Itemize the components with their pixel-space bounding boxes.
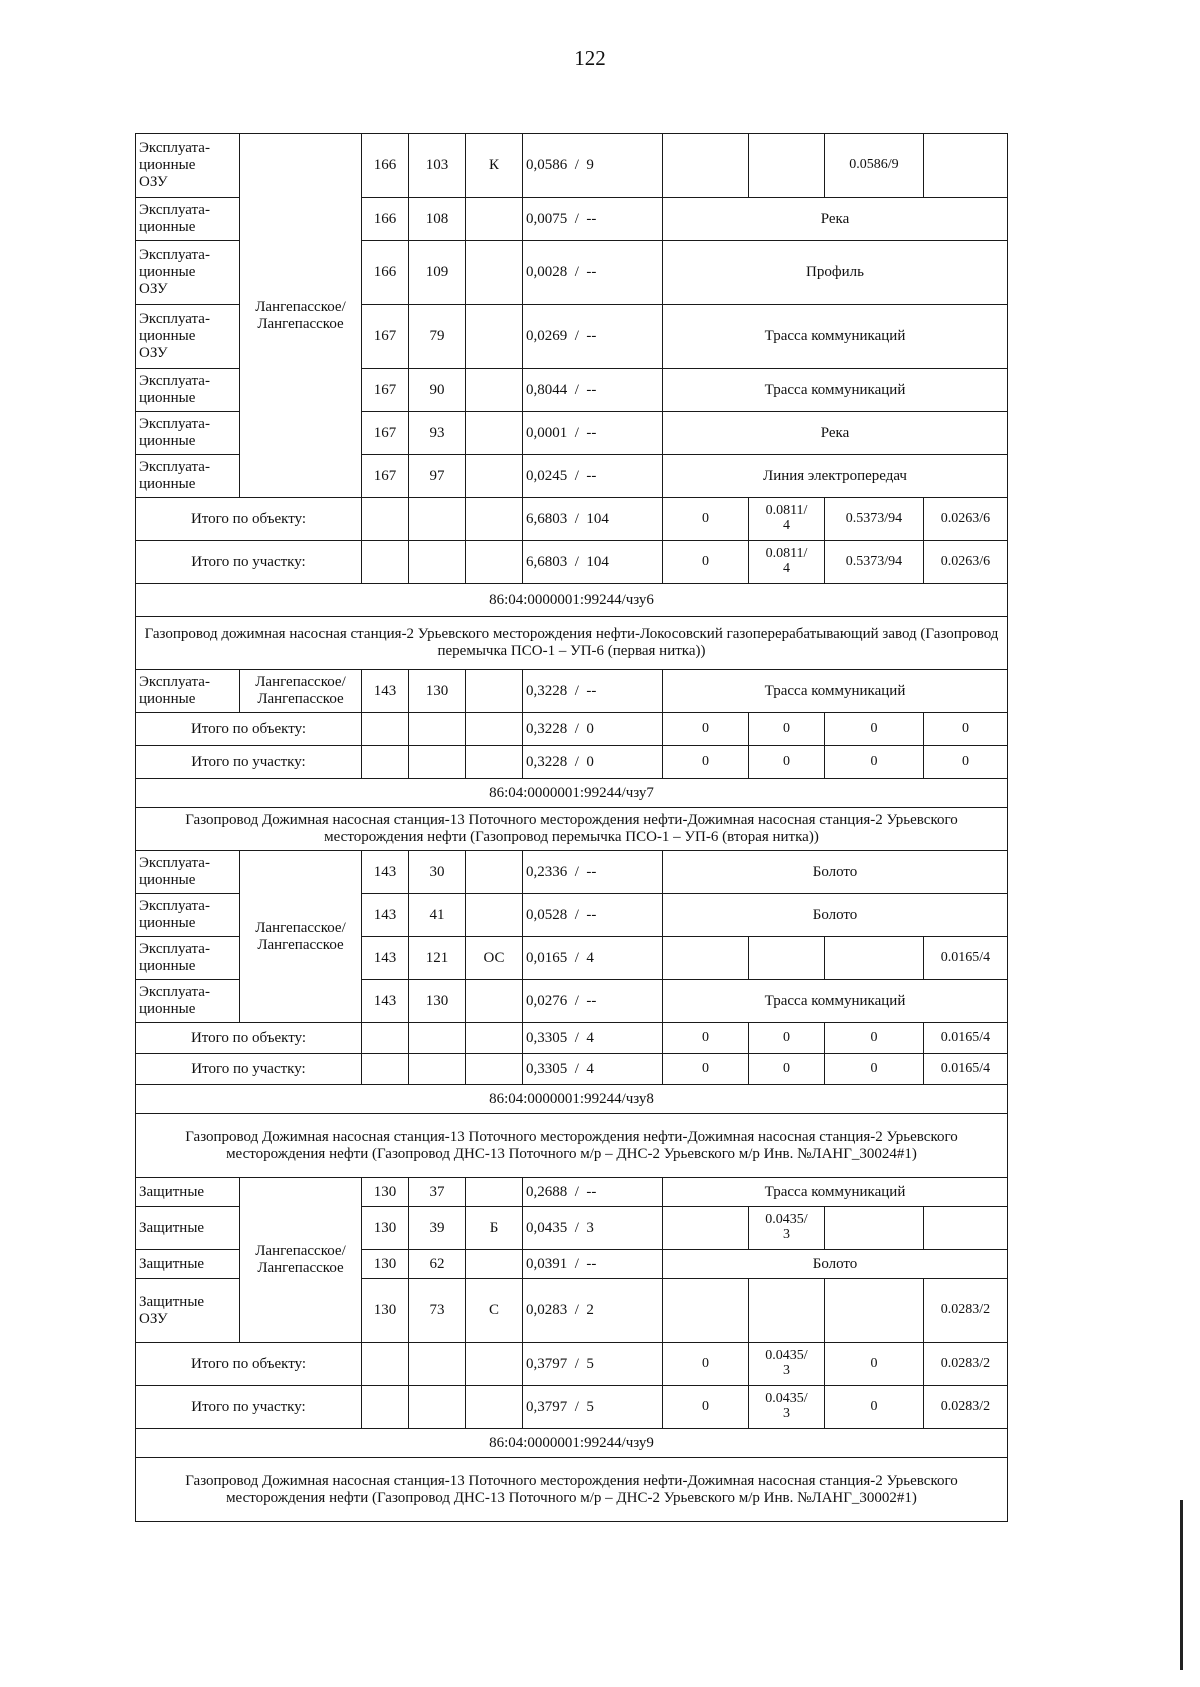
- value-cell: [924, 1207, 1008, 1250]
- area-cell: 0,0586 / 9: [523, 134, 663, 198]
- land-register-table: [135, 133, 1008, 1522]
- note-cell: Трасса коммуникаций: [663, 980, 1008, 1023]
- empty-cell: [362, 1343, 409, 1386]
- forestry-cell: Лангепасское/ Лангепасское: [240, 134, 362, 498]
- code-cell: [466, 894, 523, 937]
- value-cell: 0: [825, 1023, 924, 1054]
- value-cell: 0: [749, 1023, 825, 1054]
- value-cell: 0: [825, 713, 924, 746]
- empty-cell: [466, 1054, 523, 1085]
- value-cell: [663, 1207, 749, 1250]
- quarter-cell: 167: [362, 305, 409, 369]
- plot-cell: 130: [409, 670, 466, 713]
- table-row: [136, 670, 1008, 713]
- note-cell: Трасса коммуникаций: [663, 1178, 1008, 1207]
- section-row: [136, 1429, 1008, 1458]
- quarter-cell: 143: [362, 670, 409, 713]
- area-cell: 0,3228 / 0: [523, 746, 663, 779]
- value-cell: 0.0811/ 4: [749, 498, 825, 541]
- value-cell: 0: [749, 746, 825, 779]
- value-cell: [663, 1279, 749, 1343]
- subtotal-label: Итого по объекту:: [136, 1343, 362, 1386]
- note-cell: Болото: [663, 894, 1008, 937]
- plot-cell: 97: [409, 455, 466, 498]
- quarter-cell: 166: [362, 241, 409, 305]
- section-title: Газопровод Дожимная насосная станция-13 Поточного месторождения нефти-Дожимная насосная станция-2 Урьевского месторождения нефти (Газопровод перемычка ПСО-1 – УП-6 (вторая нитка)): [136, 808, 1008, 851]
- category-cell: Эксплуата- ционные: [136, 455, 240, 498]
- area-cell: 6,6803 / 104: [523, 541, 663, 584]
- quarter-cell: 143: [362, 894, 409, 937]
- value-cell: [924, 134, 1008, 198]
- code-cell: К: [466, 134, 523, 198]
- quarter-cell: 130: [362, 1178, 409, 1207]
- section-row: [136, 1085, 1008, 1114]
- value-cell: 0.0586/9: [825, 134, 924, 198]
- value-cell: 0.0263/6: [924, 498, 1008, 541]
- section-title: Газопровод дожимная насосная станция-2 Урьевского месторождения нефти-Локосовский газоперерабатывающий завод (Газопровод перемычка ПСО-1 – УП-6 (первая нитка)): [136, 617, 1008, 670]
- category-cell: Эксплуата- ционные ОЗУ: [136, 241, 240, 305]
- category-cell: Защитные: [136, 1250, 240, 1279]
- code-cell: [466, 670, 523, 713]
- area-cell: 0,3228 / --: [523, 670, 663, 713]
- area-cell: 0,8044 / --: [523, 369, 663, 412]
- note-cell: Река: [663, 412, 1008, 455]
- quarter-cell: 130: [362, 1250, 409, 1279]
- subtotal-label: Итого по участку:: [136, 1386, 362, 1429]
- quarter-cell: 166: [362, 198, 409, 241]
- category-cell: Эксплуата- ционные: [136, 198, 240, 241]
- area-cell: 6,6803 / 104: [523, 498, 663, 541]
- page-number: 122: [574, 46, 606, 70]
- value-cell: 0.0165/4: [924, 937, 1008, 980]
- category-cell: Защитные ОЗУ: [136, 1279, 240, 1343]
- empty-cell: [362, 746, 409, 779]
- category-cell: Эксплуата- ционные ОЗУ: [136, 134, 240, 198]
- value-cell: 0: [825, 1386, 924, 1429]
- quarter-cell: 143: [362, 980, 409, 1023]
- plot-cell: 41: [409, 894, 466, 937]
- table-row: [136, 134, 1008, 198]
- subtotal-row: [136, 1023, 1008, 1054]
- area-cell: 0,3305 / 4: [523, 1054, 663, 1085]
- value-cell: 0: [663, 1386, 749, 1429]
- section-row: [136, 1114, 1008, 1178]
- value-cell: 0: [663, 1023, 749, 1054]
- section-row: [136, 1458, 1008, 1522]
- value-cell: 0: [749, 1054, 825, 1085]
- quarter-cell: 130: [362, 1207, 409, 1250]
- empty-cell: [466, 713, 523, 746]
- value-cell: 0.0283/2: [924, 1279, 1008, 1343]
- category-cell: Защитные: [136, 1207, 240, 1250]
- quarter-cell: 130: [362, 1279, 409, 1343]
- subtotal-label: Итого по участку:: [136, 541, 362, 584]
- value-cell: 0.0283/2: [924, 1386, 1008, 1429]
- empty-cell: [409, 746, 466, 779]
- area-cell: 0,3797 / 5: [523, 1343, 663, 1386]
- category-cell: Эксплуата- ционные: [136, 894, 240, 937]
- note-cell: Линия электропередач: [663, 455, 1008, 498]
- value-cell: 0: [663, 541, 749, 584]
- value-cell: 0: [663, 713, 749, 746]
- area-cell: 0,2336 / --: [523, 851, 663, 894]
- section-title: 86:04:0000001:99244/чзу7: [136, 779, 1008, 808]
- subtotal-label: Итого по участку:: [136, 746, 362, 779]
- plot-cell: 37: [409, 1178, 466, 1207]
- code-cell: [466, 980, 523, 1023]
- code-cell: С: [466, 1279, 523, 1343]
- plot-cell: 79: [409, 305, 466, 369]
- value-cell: 0: [924, 746, 1008, 779]
- section-row: [136, 584, 1008, 617]
- area-cell: 0,2688 / --: [523, 1178, 663, 1207]
- value-cell: 0.0165/4: [924, 1023, 1008, 1054]
- area-cell: 0,0165 / 4: [523, 937, 663, 980]
- forestry-cell: Лангепасское/ Лангепасское: [240, 851, 362, 1023]
- area-cell: 0,0245 / --: [523, 455, 663, 498]
- plot-cell: 130: [409, 980, 466, 1023]
- code-cell: [466, 1250, 523, 1279]
- subtotal-row: [136, 498, 1008, 541]
- value-cell: 0.0435/ 3: [749, 1207, 825, 1250]
- note-cell: Трасса коммуникаций: [663, 305, 1008, 369]
- value-cell: [663, 134, 749, 198]
- value-cell: [749, 937, 825, 980]
- value-cell: 0.0263/6: [924, 541, 1008, 584]
- plot-cell: 121: [409, 937, 466, 980]
- section-row: [136, 779, 1008, 808]
- area-cell: 0,3305 / 4: [523, 1023, 663, 1054]
- empty-cell: [362, 498, 409, 541]
- empty-cell: [409, 541, 466, 584]
- quarter-cell: 167: [362, 455, 409, 498]
- quarter-cell: 166: [362, 134, 409, 198]
- empty-cell: [409, 1023, 466, 1054]
- value-cell: 0: [825, 1343, 924, 1386]
- empty-cell: [466, 541, 523, 584]
- forestry-cell: Лангепасское/ Лангепасское: [240, 1178, 362, 1343]
- area-cell: 0,3228 / 0: [523, 713, 663, 746]
- section-title: Газопровод Дожимная насосная станция-13 Поточного месторождения нефти-Дожимная насосная станция-2 Урьевского месторождения нефти (Газопровод ДНС-13 Поточного м/р – ДНС-2 Урьевского м/р Инв. №ЛАНГ_30002#1): [136, 1458, 1008, 1522]
- value-cell: 0: [663, 498, 749, 541]
- empty-cell: [466, 1023, 523, 1054]
- category-cell: Эксплуата- ционные: [136, 369, 240, 412]
- note-cell: Болото: [663, 851, 1008, 894]
- category-cell: Эксплуата- ционные: [136, 851, 240, 894]
- area-cell: 0,0269 / --: [523, 305, 663, 369]
- area-cell: 0,0283 / 2: [523, 1279, 663, 1343]
- category-cell: Эксплуата- ционные: [136, 937, 240, 980]
- area-cell: 0,0276 / --: [523, 980, 663, 1023]
- empty-cell: [409, 1054, 466, 1085]
- forestry-cell: Лангепасское/ Лангепасское: [240, 670, 362, 713]
- category-cell: Эксплуата- ционные: [136, 670, 240, 713]
- code-cell: [466, 305, 523, 369]
- area-cell: 0,0075 / --: [523, 198, 663, 241]
- value-cell: 0: [663, 746, 749, 779]
- code-cell: [466, 241, 523, 305]
- empty-cell: [362, 1386, 409, 1429]
- value-cell: 0: [663, 1343, 749, 1386]
- code-cell: [466, 851, 523, 894]
- code-cell: [466, 1178, 523, 1207]
- quarter-cell: 143: [362, 937, 409, 980]
- section-title: 86:04:0000001:99244/чзу6: [136, 584, 1008, 617]
- quarter-cell: 167: [362, 369, 409, 412]
- value-cell: 0.0435/ 3: [749, 1386, 825, 1429]
- section-title: Газопровод Дожимная насосная станция-13 Поточного месторождения нефти-Дожимная насосная станция-2 Урьевского месторождения нефти (Газопровод ДНС-13 Поточного м/р – ДНС-2 Урьевского м/р Инв. №ЛАНГ_30024#1): [136, 1114, 1008, 1178]
- empty-cell: [409, 1386, 466, 1429]
- area-cell: 0,0435 / 3: [523, 1207, 663, 1250]
- category-cell: Эксплуата- ционные ОЗУ: [136, 305, 240, 369]
- value-cell: 0: [825, 1054, 924, 1085]
- empty-cell: [409, 713, 466, 746]
- code-cell: [466, 455, 523, 498]
- plot-cell: 108: [409, 198, 466, 241]
- section-row: [136, 617, 1008, 670]
- code-cell: ОС: [466, 937, 523, 980]
- plot-cell: 30: [409, 851, 466, 894]
- section-title: 86:04:0000001:99244/чзу8: [136, 1085, 1008, 1114]
- subtotal-row: [136, 713, 1008, 746]
- empty-cell: [362, 541, 409, 584]
- subtotal-row: [136, 541, 1008, 584]
- code-cell: Б: [466, 1207, 523, 1250]
- note-cell: Болото: [663, 1250, 1008, 1279]
- plot-cell: 109: [409, 241, 466, 305]
- value-cell: 0: [924, 713, 1008, 746]
- quarter-cell: 167: [362, 412, 409, 455]
- empty-cell: [409, 1343, 466, 1386]
- scan-edge-mark: [1180, 1500, 1183, 1670]
- plot-cell: 90: [409, 369, 466, 412]
- empty-cell: [466, 1386, 523, 1429]
- empty-cell: [362, 1054, 409, 1085]
- note-cell: Трасса коммуникаций: [663, 369, 1008, 412]
- table-row: [136, 851, 1008, 894]
- value-cell: 0.0165/4: [924, 1054, 1008, 1085]
- note-cell: Река: [663, 198, 1008, 241]
- plot-cell: 103: [409, 134, 466, 198]
- section-row: [136, 808, 1008, 851]
- empty-cell: [362, 1023, 409, 1054]
- value-cell: 0.5373/94: [825, 541, 924, 584]
- subtotal-label: Итого по объекту:: [136, 713, 362, 746]
- subtotal-row: [136, 1054, 1008, 1085]
- value-cell: [825, 937, 924, 980]
- area-cell: 0,3797 / 5: [523, 1386, 663, 1429]
- value-cell: [749, 1279, 825, 1343]
- empty-cell: [362, 713, 409, 746]
- value-cell: [663, 937, 749, 980]
- area-cell: 0,0391 / --: [523, 1250, 663, 1279]
- subtotal-label: Итого по участку:: [136, 1054, 362, 1085]
- value-cell: 0: [825, 746, 924, 779]
- area-cell: 0,0528 / --: [523, 894, 663, 937]
- value-cell: [825, 1207, 924, 1250]
- category-cell: Эксплуата- ционные: [136, 980, 240, 1023]
- subtotal-row: [136, 746, 1008, 779]
- plot-cell: 39: [409, 1207, 466, 1250]
- value-cell: 0.0435/ 3: [749, 1343, 825, 1386]
- value-cell: 0.0811/ 4: [749, 541, 825, 584]
- value-cell: 0: [663, 1054, 749, 1085]
- category-cell: Защитные: [136, 1178, 240, 1207]
- area-cell: 0,0001 / --: [523, 412, 663, 455]
- code-cell: [466, 412, 523, 455]
- subtotal-label: Итого по объекту:: [136, 498, 362, 541]
- value-cell: [749, 134, 825, 198]
- value-cell: [825, 1279, 924, 1343]
- value-cell: 0.0283/2: [924, 1343, 1008, 1386]
- plot-cell: 62: [409, 1250, 466, 1279]
- subtotal-row: [136, 1386, 1008, 1429]
- value-cell: 0: [749, 713, 825, 746]
- subtotal-row: [136, 1343, 1008, 1386]
- table-row: [136, 1178, 1008, 1207]
- empty-cell: [409, 498, 466, 541]
- empty-cell: [466, 498, 523, 541]
- table-body: [136, 134, 1008, 1522]
- note-cell: Профиль: [663, 241, 1008, 305]
- value-cell: 0.5373/94: [825, 498, 924, 541]
- section-title: 86:04:0000001:99244/чзу9: [136, 1429, 1008, 1458]
- quarter-cell: 143: [362, 851, 409, 894]
- code-cell: [466, 369, 523, 412]
- area-cell: 0,0028 / --: [523, 241, 663, 305]
- empty-cell: [466, 746, 523, 779]
- code-cell: [466, 198, 523, 241]
- note-cell: Трасса коммуникаций: [663, 670, 1008, 713]
- category-cell: Эксплуата- ционные: [136, 412, 240, 455]
- plot-cell: 93: [409, 412, 466, 455]
- subtotal-label: Итого по объекту:: [136, 1023, 362, 1054]
- empty-cell: [466, 1343, 523, 1386]
- plot-cell: 73: [409, 1279, 466, 1343]
